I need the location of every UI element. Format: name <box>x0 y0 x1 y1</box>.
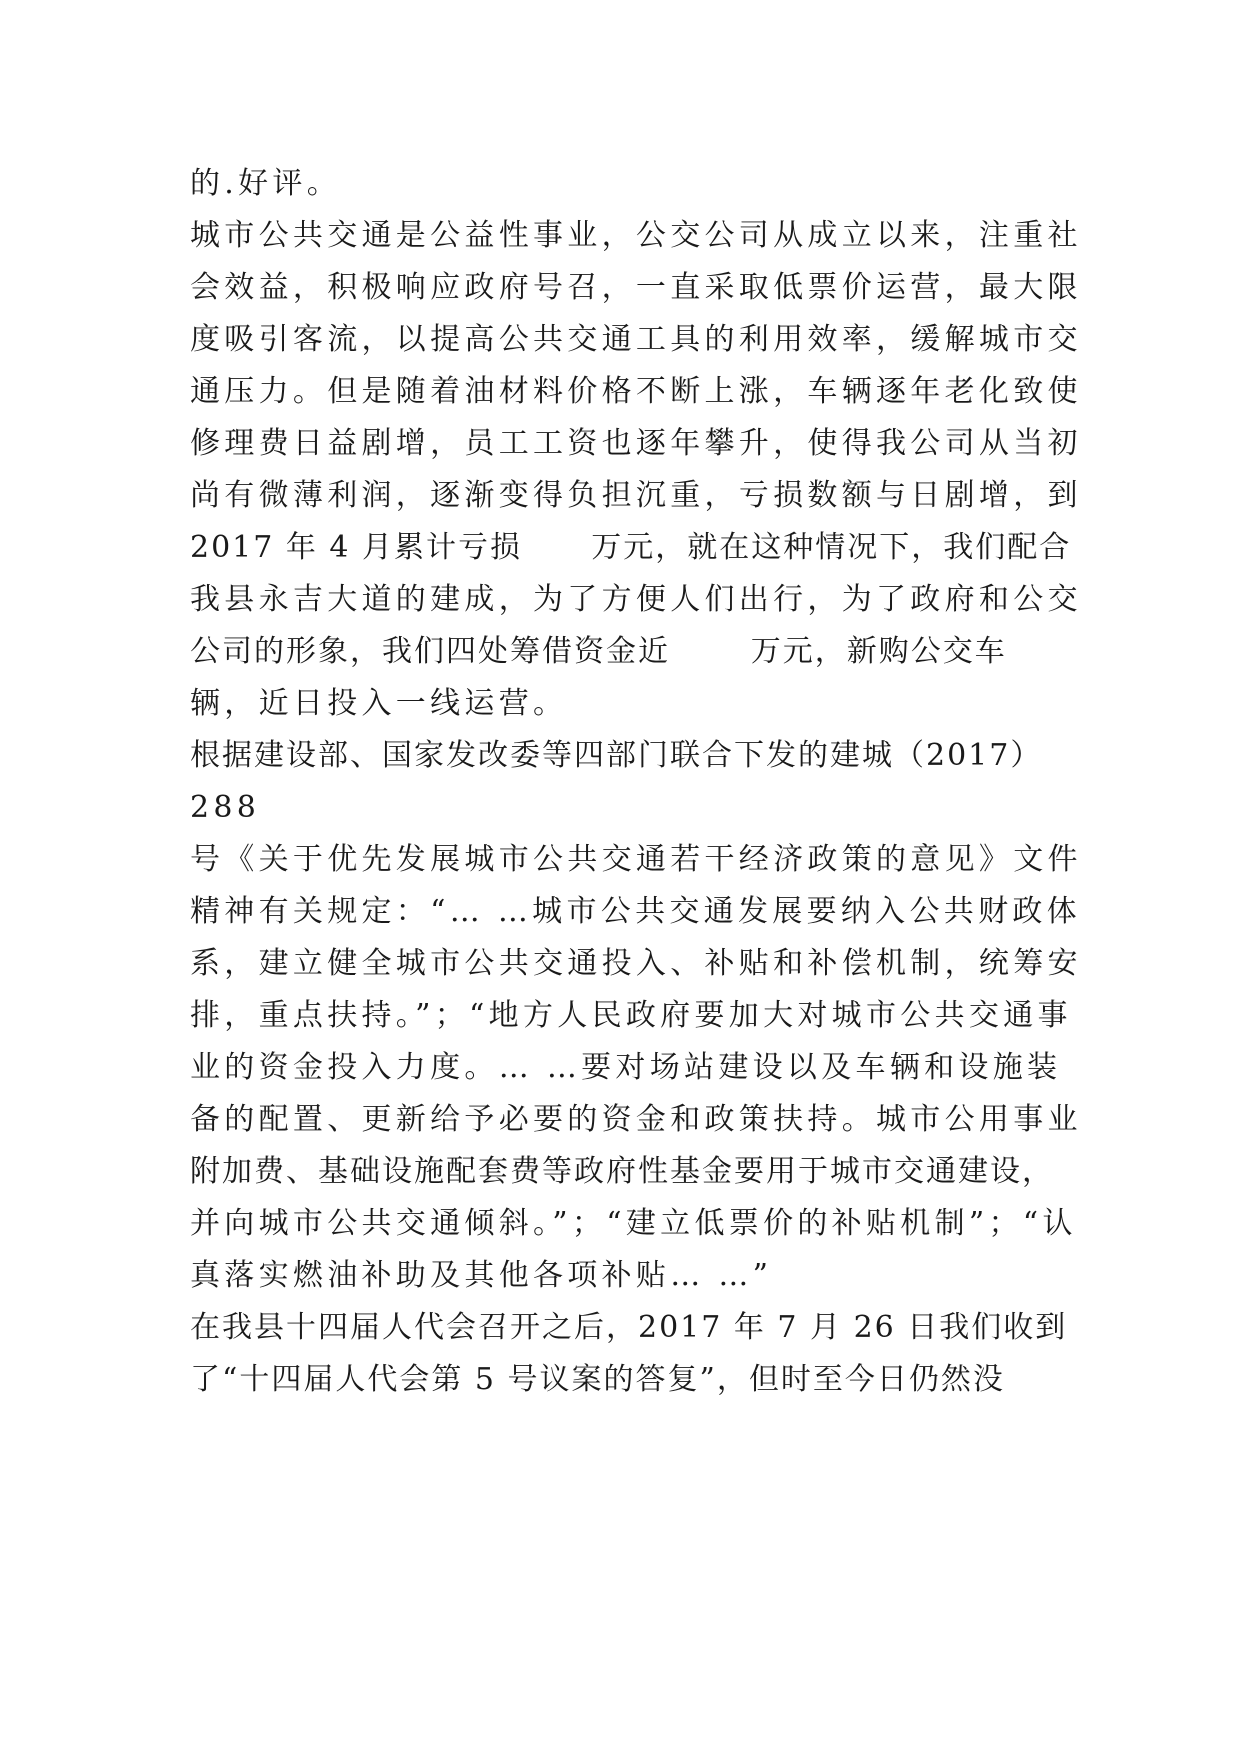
text-line: 根据建设部、国家发改委等四部门联合下发的建城（2017） <box>190 738 1043 773</box>
text-line: 系，建立健全城市公共交通投入、补贴和补偿机制，统筹安 <box>190 946 1082 981</box>
text-line: 我县永吉大道的建成，为了方便人们出行，为了政府和公交 <box>190 582 1082 617</box>
text-line: 度吸引客流，以提高公共交通工具的利用效率，缓解城市交 <box>190 322 1082 357</box>
text-line: 2017 年 4 月累计亏损 万元，就在这种情况下，我们配合 <box>190 530 1072 565</box>
text-line: 在我县十四届人代会召开之后，2017 年 7 月 26 日我们收到 <box>190 1310 1068 1345</box>
text-line: 号《关于优先发展城市公共交通若干经济政策的意见》文件 <box>190 842 1082 877</box>
text-line: 精神有关规定：“… …城市公共交通发展要纳入公共财政体 <box>190 894 1081 929</box>
body-text <box>190 158 1082 1406</box>
text-line: 通压力。但是随着油材料价格不断上涨，车辆逐年老化致使 <box>190 374 1082 409</box>
text-line: 会效益，积极响应政府号召，一直采取低票价运营，最大限 <box>190 270 1082 305</box>
text-line: 了“十四届人代会第 5 号议案的答复”，但时至今日仍然没 <box>190 1362 1005 1397</box>
text-line: 修理费日益剧增，员工工资也逐年攀升，使得我公司从当初 <box>190 426 1082 461</box>
text-line: 排，重点扶持。”；“地方人民政府要加大对城市公共交通事 <box>190 998 1072 1033</box>
text-line: 并向城市公共交通倾斜。”；“建立低票价的补贴机制”；“认 <box>190 1206 1077 1241</box>
text-line: 的.好评。 <box>190 166 342 201</box>
text-line: 附加费、基础设施配套费等政府性基金要用于城市交通建设， <box>190 1154 1054 1189</box>
text-line: 288 <box>190 790 261 825</box>
text-line: 备的配置、更新给予必要的资金和政策扶持。城市公用事业 <box>190 1102 1082 1137</box>
text-line: 城市公共交通是公益性事业，公交公司从成立以来，注重社 <box>190 218 1082 253</box>
text-line: 业的资金投入力度。… …要对场站建设以及车辆和设施装 <box>190 1050 1062 1085</box>
text-line: 尚有微薄利润，逐渐变得负担沉重，亏损数额与日剧增，到 <box>190 478 1082 513</box>
text-line: 辆，近日投入一线运营。 <box>190 686 568 721</box>
text-line: 公司的形象，我们四处筹借资金近 万元，新购公交车 <box>190 634 1007 669</box>
text-line: 真落实燃油补助及其他各项补贴… …” <box>190 1258 773 1293</box>
